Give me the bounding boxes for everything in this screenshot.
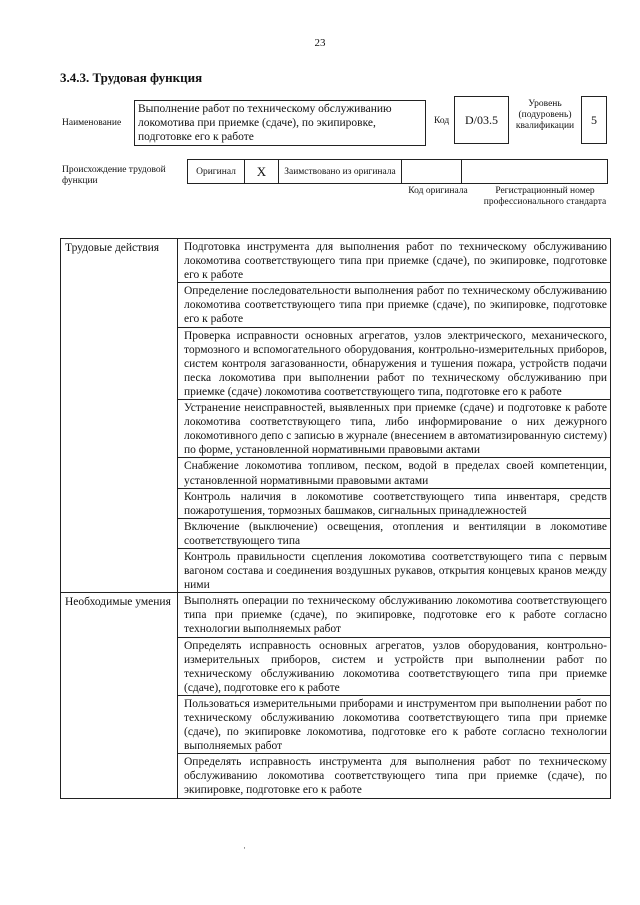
labor-action-item: Устранение неисправностей, выявленных при приемке (сдаче) и подготовке к работе локомотива соответствующего типа, либо информирование о них дежурного локомотивного депо с записью в журнале (внесением в автоматизированную систему) по форме, установленной нормативными правовыми актами <box>178 400 611 458</box>
borrowed-label: Заимствовано из оригинала <box>279 160 402 183</box>
origin-table <box>187 159 608 184</box>
level-label: Уровень (подуровень) квалификации <box>515 99 575 131</box>
original-mark: X <box>245 160 279 183</box>
origin-reg-cell <box>462 160 607 183</box>
labor-actions-label: Трудовые действия <box>61 239 178 593</box>
table-row <box>61 239 611 283</box>
labor-action-item: Контроль наличия в локомотиве соответствующего типа инвентаря, средств пожаротушения, тормозных башмаков, сигнальных принадлежностей <box>178 488 611 518</box>
section-title: 3.4.3. Трудовая функция <box>60 70 203 85</box>
reg-caption: Регистрационный номер профессионального стандарта <box>483 186 607 207</box>
function-details-table <box>60 238 611 799</box>
code-label: Код <box>434 116 450 126</box>
skill-item: Пользоваться измерительными приборами и инструментом при выполнении работ по техническому обслуживанию локомотива соответствующего типа при приемке (сдаче), по экипировке локомотива, подготовке его к работе согласно технологии выполняемых работ <box>178 695 611 753</box>
function-name-box: Выполнение работ по техническому обслуживанию локомотива при приемке (сдаче), по экипировке, подготовке его к работе <box>134 100 426 146</box>
skill-item: Определять исправность основных агрегатов, узлов оборудования, контрольно-измерительных приборов, систем и устройств при выполнении работ по техническому обслуживанию локомотива соответствующего типа при приемке (сдаче), подготовке его к работе <box>178 637 611 695</box>
origin-label: Происхождение трудовой функции <box>62 165 166 186</box>
labor-action-item: Подготовка инструмента для выполнения работ по техническому обслуживанию локомотива соответствующего типа при приемке (сдаче), по экипировке, подготовке его к работе <box>178 239 611 283</box>
name-label: Наименование <box>62 118 122 128</box>
skill-item: Выполнять операции по техническому обслуживанию локомотива соответствующего типа при приемке (сдаче), по экипировке, подготовке его к работе согласно технологии выполняемых работ <box>178 593 611 637</box>
skills-label: Необходимые умения <box>61 593 178 798</box>
origin-code-cell <box>402 160 462 183</box>
labor-action-item: Контроль правильности сцепления локомотива соответствующего типа с первым вагоном состава и соединения воздушных рукавов, открытия концевых кранов между ними <box>178 548 611 592</box>
table-row <box>61 593 611 637</box>
code-caption: Код оригинала <box>408 186 468 196</box>
page-mark: · <box>243 843 246 853</box>
skill-item: Определять исправность инструмента для выполнения работ по техническому обслуживанию локомотива соответствующего типа при приемке (сдаче), по экипировке, подготовке его к работе <box>178 754 611 798</box>
labor-action-item: Включение (выключение) освещения, отопления и вентиляции в локомотиве соответствующего типа <box>178 518 611 548</box>
page-number: 23 <box>314 37 326 49</box>
labor-action-item: Проверка исправности основных агрегатов, узлов электрического, механического, тормозного и вспомогательного оборудования, контрольно-измерительных приборов, систем контроля загазованности, обнаружения и тушения пожара, устройств подачи песка локомотива при выполнении работ по техническому обслуживанию при приемке (сдаче) локомотива соответствующего типа, подготовке его к работе <box>178 327 611 399</box>
code-value-box: D/03.5 <box>454 96 509 144</box>
labor-action-item: Снабжение локомотива топливом, песком, водой в пределах своей компетенции, установленной нормативными правовыми актами <box>178 458 611 488</box>
original-label: Оригинал <box>188 160 245 183</box>
level-value-box: 5 <box>581 96 607 144</box>
labor-action-item: Определение последовательности выполнения работ по техническому обслуживанию локомотива соответствующего типа при приемке (сдаче), по экипировке, подготовке его к работе <box>178 283 611 327</box>
